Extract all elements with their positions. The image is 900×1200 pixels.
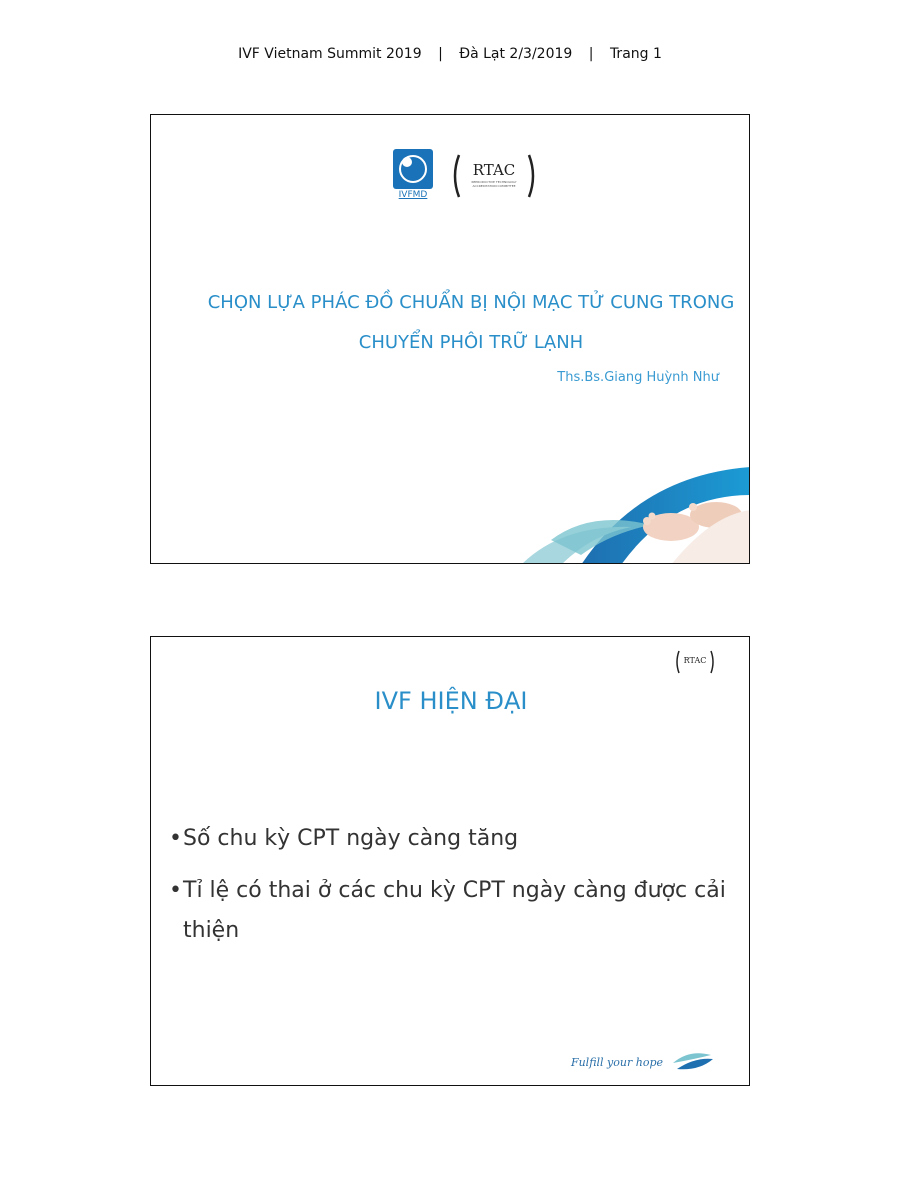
slide-1-title-line-2: CHUYỂN PHÔI TRỮ LẠNH	[358, 332, 584, 353]
page-header	[0, 46, 900, 62]
svg-text:ACCREDITATION COMMITTEE: ACCREDITATION COMMITTEE	[472, 184, 516, 188]
slide-1	[150, 114, 750, 564]
header-separator: |	[588, 46, 594, 62]
bullet-marker: •	[169, 826, 182, 851]
event-location-date: Đà Lạt 2/3/2019	[459, 46, 573, 62]
rtac-logo-small	[675, 649, 715, 675]
rtac-logo-small-text: RTAC	[683, 656, 707, 665]
list-item	[169, 871, 729, 951]
slide-2-title: IVF HIỆN ĐẠI	[374, 687, 528, 715]
leaf-logo-icon	[671, 1049, 715, 1073]
bullet-text: Số chu kỳ CPT ngày càng tăng	[183, 826, 519, 851]
baby-feet-wave-decoration	[521, 455, 750, 564]
slide-1-title-line-1: CHỌN LỰA PHÁC ĐỒ CHUẨN BỊ NỘI MẠC TỬ CUNG TRONG	[207, 292, 735, 313]
rtac-logo-text: RTAC	[472, 161, 516, 179]
bullet-text: Tỉ lệ có thai ở các chu kỳ CPT ngày càng được cải thiện	[183, 878, 726, 943]
slide-1-title	[181, 283, 750, 363]
ivfmd-logo-text: IVFMD	[398, 190, 428, 200]
bullet-marker: •	[169, 878, 182, 903]
slide-2	[150, 636, 750, 1086]
footer-tagline: Fulfill your hope	[570, 1056, 663, 1069]
ivfmd-logo-mark	[393, 149, 433, 189]
rtac-logo	[451, 151, 537, 201]
svg-text:REPRODUCTIVE TECHNOLOGY: REPRODUCTIVE TECHNOLOGY	[471, 180, 517, 184]
slide-1-author: Ths.Bs.Giang Huỳnh Như	[557, 370, 719, 385]
event-name: IVF Vietnam Summit 2019	[238, 46, 422, 62]
ivfmd-logo	[393, 149, 433, 201]
bullet-list	[169, 819, 729, 963]
page-number: Trang 1	[609, 46, 662, 62]
list-item	[169, 819, 729, 859]
header-separator: |	[438, 46, 443, 62]
